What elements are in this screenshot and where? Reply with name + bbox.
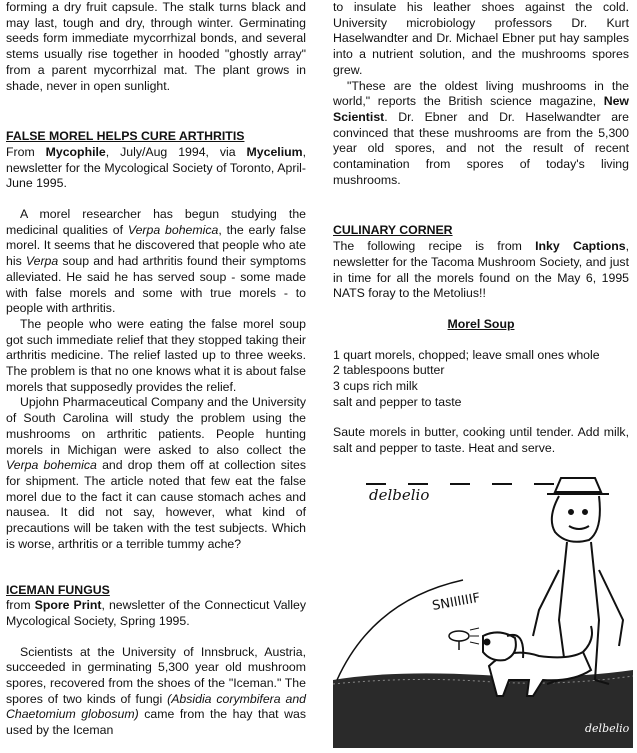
iceman-paragraph-1: Scientists at the University of Innsbruck, Austria, succeeded in germinating 5,300 year old mushroom spores, recovered from the shoes of the "Iceman." The spores of two kinds of fungi (Absidia corymbifera and Chaetomium globosum) came from the hay that was used by the Iceman bbox=[6, 644, 306, 738]
sniff-sound-text: SNIIIIIIF bbox=[431, 590, 482, 614]
false-morel-paragraph-3: Upjohn Pharmaceutical Company and the University of South Carolina will study the problem using the mushrooms on arthritic patients. People hunting morels in Michigan were asked to also collect the Verpa bohemica and drop them off at collection sites for shipment. The article noted that few eat the false morel due to the fact it can cause stomach aches and nausea. It did not say, however, what kind of precautions will be taken with the test subjects. Which is worse, arthritis or a terrible tummy ache? bbox=[6, 395, 307, 551]
grass-arc bbox=[337, 580, 463, 680]
left-column bbox=[6, 0, 306, 739]
recipe-directions: Saute morels in butter, cooking until tender. Add milk, salt and pepper to taste. Heat and serve. bbox=[333, 425, 629, 456]
ingredient-item: 3 cups rich milk bbox=[333, 379, 418, 394]
sniff-marks bbox=[470, 628, 479, 644]
cartoon-drawing bbox=[333, 470, 633, 748]
ingredient-item: 2 tablespoons butter bbox=[333, 363, 445, 378]
cartoon-illustration bbox=[333, 470, 633, 748]
iceman-continued: to insulate his leather shoes against the cold. University microbiology professors Dr. Kurt Haselwandter and Dr. Michael Ebner put hay samples into a nutrient solution, and the mushrooms spores grew. bbox=[333, 0, 629, 77]
cartoon-signature-top: delbelio bbox=[369, 486, 430, 504]
false-morel-source: From Mycophile, July/Aug 1994, via Mycelium, newsletter for the Mycological Society of Toronto, April-June 1995. bbox=[6, 144, 306, 191]
man-figure bbox=[533, 478, 623, 684]
culinary-heading: CULINARY CORNER bbox=[333, 223, 453, 238]
right-column bbox=[333, 0, 629, 485]
iceman-quote-paragraph: "These are the oldest living mushrooms in the world," reports the British science magazine, New Scientist. Dr. Ebner and Dr. Haselwandter are convinced that these mushrooms are from the 5,300 year old spores, and not the result of recent contamination from spores of today's living mushrooms. bbox=[333, 78, 629, 187]
ingredient-item: salt and pepper to taste bbox=[333, 394, 462, 409]
false-morel-heading: FALSE MOREL HELPS CURE ARTHRITIS bbox=[6, 129, 245, 144]
iceman-heading: ICEMAN FUNGUS bbox=[6, 582, 110, 597]
cartoon-signature-bottom: delbelio bbox=[585, 722, 630, 735]
false-morel-paragraph-1: A morel researcher has begun studying the medicinal qualities of Verpa bohemica, the early false morel. It seems that he discovered that people who ate his Verpa soup and had arthritis found their symptoms alleviated. He said he has served soup - some made with false morels and some with true morels - to people with arthritis. bbox=[6, 207, 306, 316]
ingredient-item: 1 quart morels, chopped; leave small ones whole bbox=[333, 347, 600, 362]
recipe-title: Morel Soup bbox=[447, 316, 515, 331]
mushroom-figure bbox=[449, 631, 469, 650]
culinary-intro: The following recipe is from Inky Captions, newsletter for the Tacoma Mushroom Society, and just in time for all the morels found on the May 6, 1995 NATS foray to the Metolius!! bbox=[333, 239, 629, 301]
intro-paragraph: forming a dry fruit capsule. The stalk turns black and may last, tough and dry, through winter. Germinating seeds form immediate mycorrhizal bonds, and several stems usually rise together in hooded "ghostly array" from a parent mycorrhizal mat. The plant grows in shade, never in open sunlight. bbox=[6, 0, 306, 93]
iceman-source: from Spore Print, newsletter of the Connecticut Valley Mycological Society, Spring 1995. bbox=[6, 598, 306, 628]
false-morel-paragraph-2: The people who were eating the false morel soup got such immediate relief that they stopped taking their arthritis medicine. The relief lasted up to three weeks. The problem is that no one knows what it is about false morels that supposedly provides the relief. bbox=[6, 316, 306, 394]
